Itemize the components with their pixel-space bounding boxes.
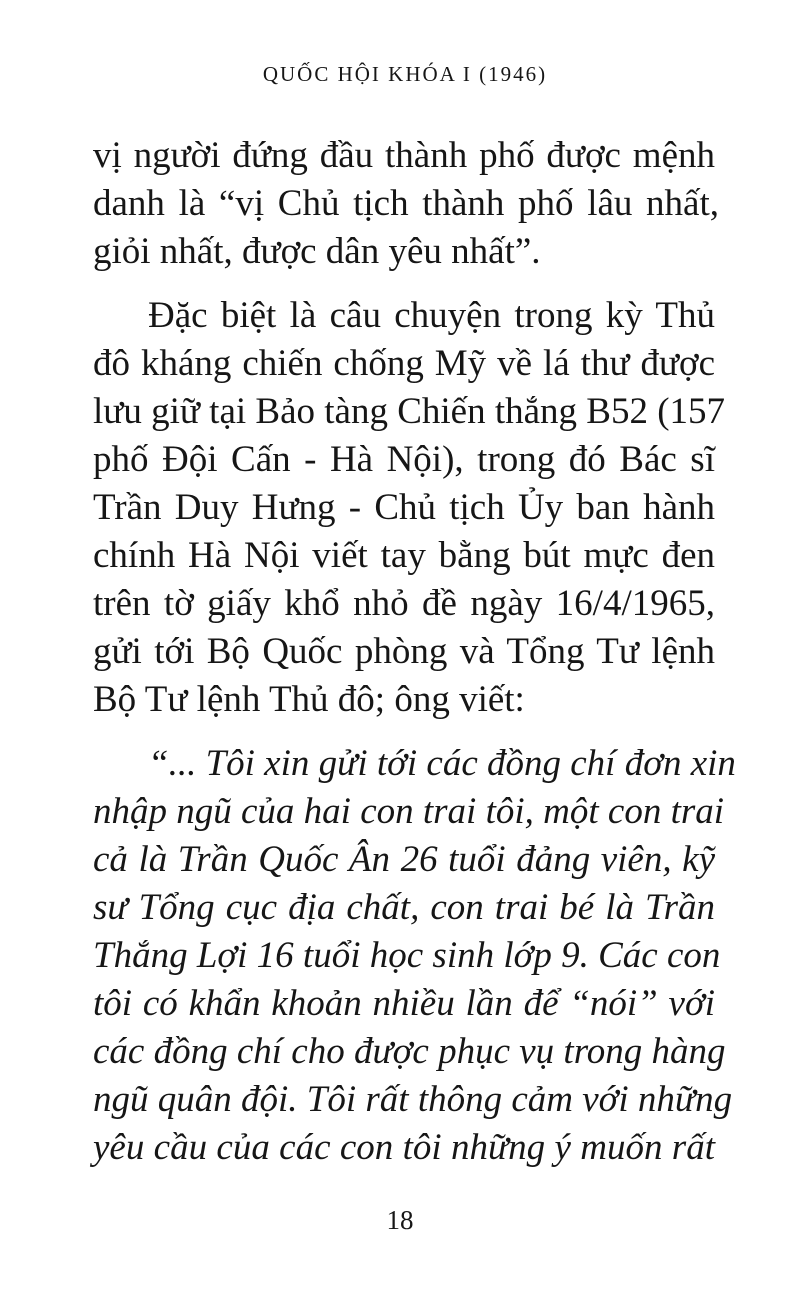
paragraph-line: giỏi nhất, được dân yêu nhất”. [93,231,541,272]
quote-line: cả là Trần Quốc Ân 26 tuổi đảng viên, kỹ [93,839,715,880]
quote-line: “... Tôi xin gửi tới các đồng chí đơn xin [148,743,736,784]
quote-line: yêu cầu của các con tôi những ý muốn rất [93,1127,715,1168]
page-number: 18 [386,1205,414,1235]
quote-line: nhập ngũ của hai con trai tôi, một con trai [93,791,725,832]
paragraph-line: danh là “vị Chủ tịch thành phố lâu nhất, [93,183,719,224]
paragraph-line: phố Đội Cấn - Hà Nội), trong đó Bác sĩ [93,439,715,480]
quote-line: sư Tổng cục địa chất, con trai bé là Trần [93,887,715,928]
paragraph-line: Trần Duy Hưng - Chủ tịch Ủy ban hành [93,487,715,528]
paragraph-line: Đặc biệt là câu chuyện trong kỳ Thủ [148,295,715,336]
paragraph-line: lưu giữ tại Bảo tàng Chiến thắng B52 (157 [93,391,726,432]
quote-line: các đồng chí cho được phục vụ trong hàng [93,1031,726,1072]
paragraph-line: vị người đứng đầu thành phố được mệnh [93,135,715,176]
paragraph-line: trên tờ giấy khổ nhỏ đề ngày 16/4/1965, [93,583,715,624]
paragraph-line: chính Hà Nội viết tay bằng bút mực đen [93,535,715,576]
paragraph-line: gửi tới Bộ Quốc phòng và Tổng Tư lệnh [93,631,715,672]
paragraph-line: đô kháng chiến chống Mỹ về lá thư được [93,343,715,384]
quote-line: ngũ quân đội. Tôi rất thông cảm với những [93,1079,733,1120]
quote-line: Thắng Lợi 16 tuổi học sinh lớp 9. Các con [93,935,721,976]
paragraph-line: Bộ Tư lệnh Thủ đô; ông viết: [93,679,525,720]
running-header: QUỐC HỘI KHÓA I (1946) [262,62,548,86]
quote-line: tôi có khẩn khoản nhiều lần để “nói” với [93,983,715,1024]
